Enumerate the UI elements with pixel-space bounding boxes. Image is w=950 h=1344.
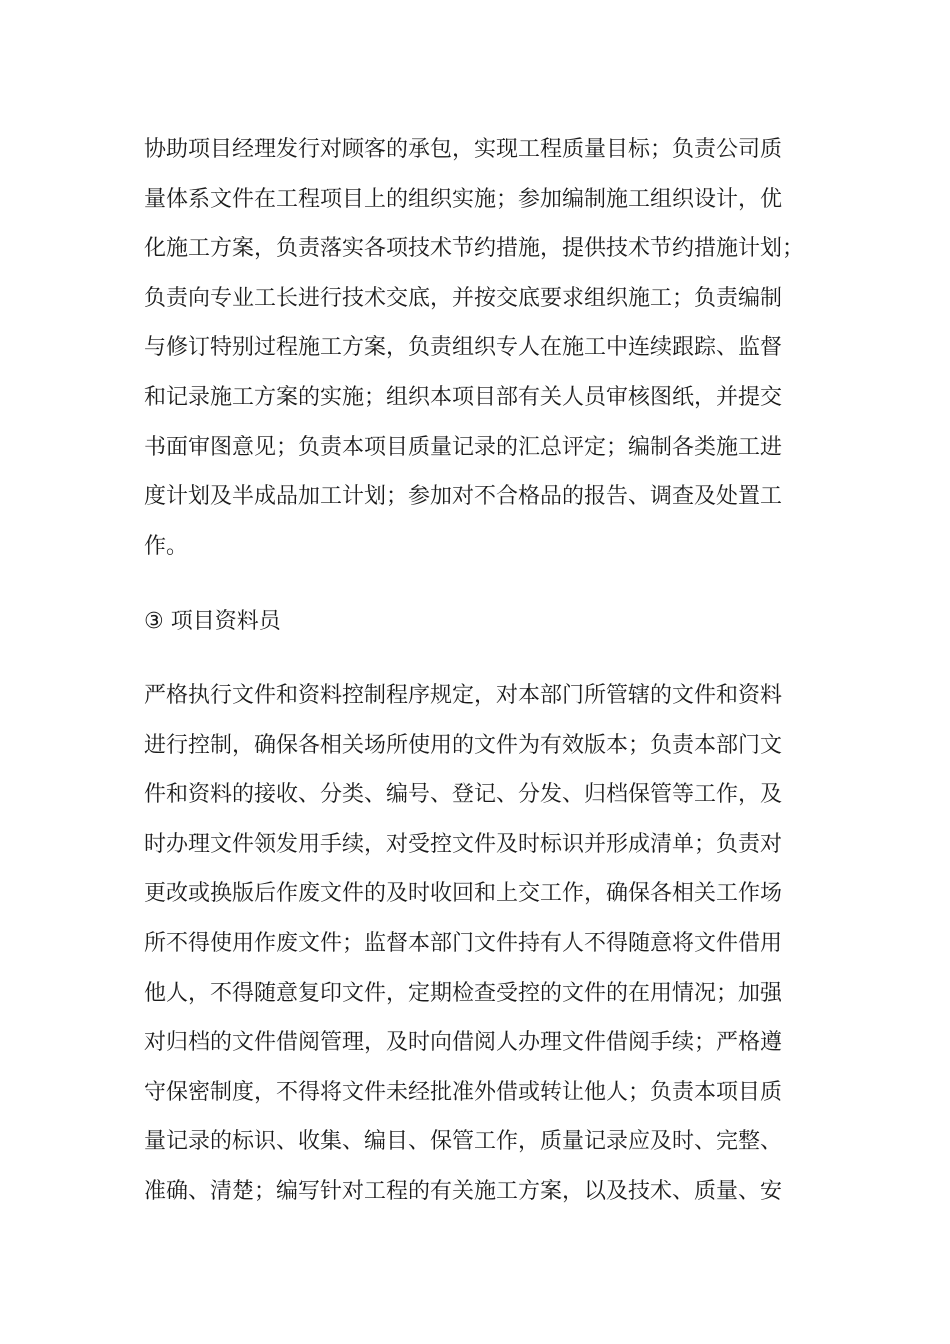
text-line: 量记录的标识、收集、编目、保管工作，质量记录应及时、完整、 — [144, 1129, 783, 1155]
paragraph-quality-duties — [144, 125, 804, 571]
section-heading — [144, 597, 804, 647]
text-line: 严格执行文件和资料控制程序规定，对本部门所管辖的文件和资料 — [144, 683, 783, 708]
text-line: 时办理文件领发用手续，对受控文件及时标识并形成清单；负责对 — [144, 831, 783, 857]
text-line: 对归档的文件借阅管理，及时向借阅人办理文件借阅手续；严格遵 — [144, 1030, 783, 1056]
text-line: 协助项目经理发行对顾客的承包，实现工程质量目标；负责公司质 — [144, 137, 783, 162]
text-line: 准确、清楚；编写针对工程的有关施工方案，以及技术、质量、安 — [144, 1178, 783, 1204]
text-line: 与修订特别过程施工方案，负责组织专人在施工中连续跟踪、监督 — [144, 335, 783, 361]
text-line: 所不得使用作废文件；监督本部门文件持有人不得随意将文件借用 — [144, 930, 783, 956]
text-line: 作。 — [144, 533, 189, 559]
text-line: 更改或换版后作废文件的及时收回和上交工作，确保各相关工作场 — [144, 881, 783, 907]
text-line: 守保密制度，不得将文件未经批准外借或转让他人；负责本项目质 — [144, 1079, 783, 1105]
text-line: 负责向专业工长进行技术交底，并按交底要求组织施工；负责编制 — [144, 285, 783, 311]
text-line: 化施工方案，负责落实各项技术节约措施，提供技术节约措施计划； — [144, 236, 805, 262]
text-line: 他人，不得随意复印文件，定期检查受控的文件的在用情况；加强 — [144, 980, 783, 1006]
text-line: 进行控制，确保各相关场所使用的文件为有效版本；负责本部门文 — [144, 732, 783, 758]
text-line: 和记录施工方案的实施；组织本项目部有关人员审核图纸，并提交 — [144, 384, 783, 410]
heading-text: ③ 项目资料员 — [144, 609, 281, 634]
text-line: 件和资料的接收、分类、编号、登记、分发、归档保管等工作，及 — [144, 782, 783, 808]
text-line: 度计划及半成品加工计划；参加对不合格品的报告、调查及处置工 — [144, 484, 783, 510]
paragraph-document-clerk-duties — [144, 671, 804, 1217]
text-line: 书面审图意见；负责本项目质量记录的汇总评定；编制各类施工进 — [144, 434, 783, 460]
text-line: 量体系文件在工程项目上的组织实施；参加编制施工组织设计，优 — [144, 186, 783, 212]
